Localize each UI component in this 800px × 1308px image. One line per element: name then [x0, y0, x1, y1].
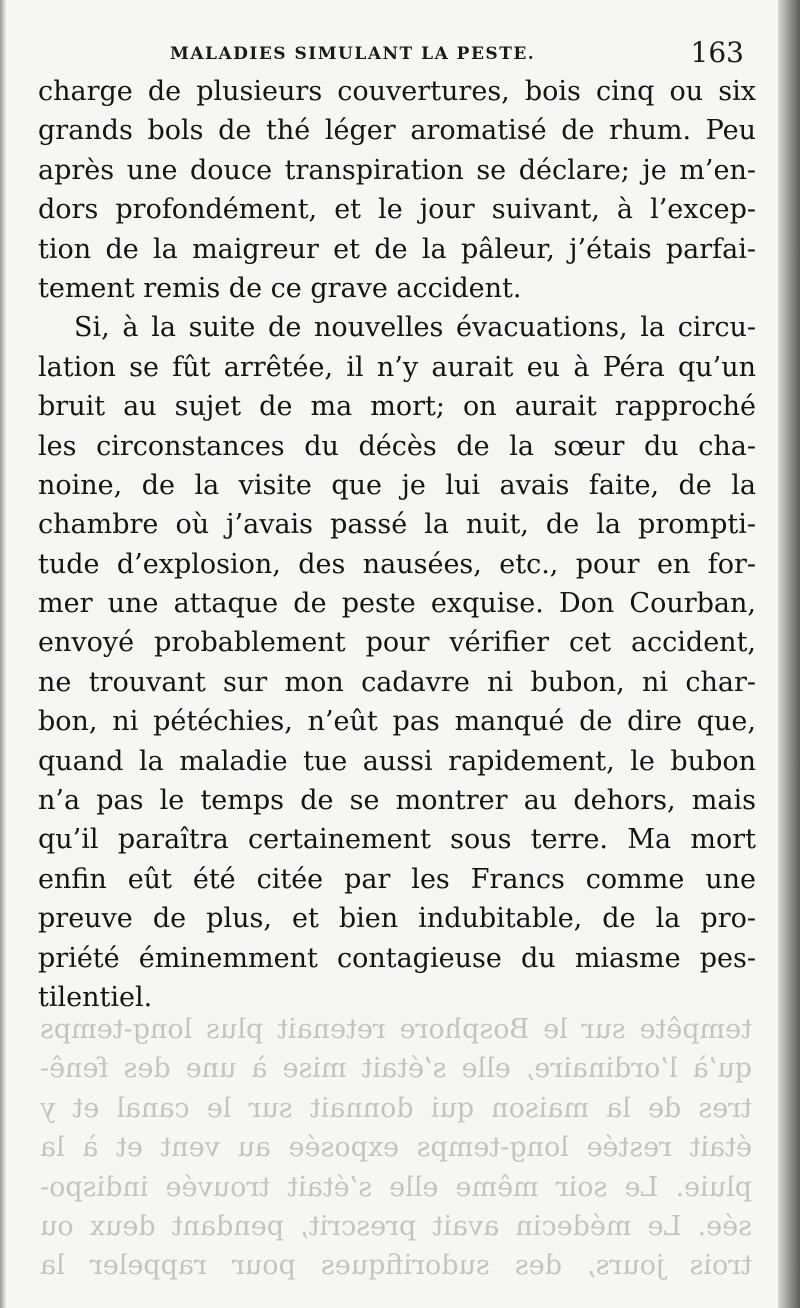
text-line: n’a pas le temps de se montrer au dehors, mais [38, 785, 756, 817]
page-number: 163 [690, 36, 744, 69]
bleed-through-text [40, 1010, 752, 1286]
text-line: enfin eût été citée par les Francs comme une [38, 863, 756, 895]
text-line: Si, à la suite de nouvelles évacuations, la circu- [74, 312, 756, 344]
text-line: noine, de la visite que je lui avais faite, de la [38, 469, 756, 501]
text-line: tude d’explosion, des nausées, etc., pour en for- [38, 548, 756, 580]
text-line: chambre où j’avais passé la nuit, de la prompti- [38, 509, 756, 541]
text-line: preuve de plus, et bien indubitable, de la pro- [38, 903, 756, 935]
text-line: tement remis de ce grave accident. [38, 272, 522, 304]
text-line: tion de la maigreur et de la pâleur, j’étais parfai- [38, 233, 756, 265]
text-line: après une douce transpiration se déclare; je m’en- [38, 154, 756, 186]
bleed-line: tres de la maison qui donnait sur le canal et y [40, 1092, 752, 1124]
text-line: bruit au sujet de ma mort; on aurait rapproché [38, 391, 756, 423]
paragraph-2 [38, 308, 756, 1017]
text-line: quand la maladie tue aussi rapidement, le bubon [38, 745, 756, 777]
text-line: bon, ni pétéchies, n’eût pas manqué de dire que, [38, 706, 756, 738]
running-head [170, 36, 750, 70]
page-gutter-shadow [0, 0, 6, 1308]
text-line: dors profondément, et le jour suivant, à l’excep- [38, 194, 756, 226]
bleed-line: tempête sur le Bosphore retenait plus long-temps [40, 1014, 752, 1045]
text-line: tilentiel. [38, 981, 153, 1013]
bleed-line: trois jours, des sudorifiques pour rappeler la [40, 1250, 752, 1282]
page-edge-shadow [778, 0, 800, 1308]
bleed-line: pluie. Le soir même elle s’était trouvée indispo- [40, 1171, 752, 1203]
bleed-line: qu’à l’ordinaire, elle s’était mise à une des fenê- [40, 1053, 752, 1085]
text-line: lation se fût arrêtée, il n’y aurait eu à Péra qu’un [38, 351, 756, 383]
paragraph-1 [38, 72, 756, 308]
text-line: grands bols de thé léger aromatisé de rhum. Peu [38, 115, 756, 147]
text-line: priété éminemment contagieuse du miasme pes- [38, 942, 756, 974]
bleed-line: était restée long-temps exposée au vent et à la [40, 1132, 752, 1164]
text-line: mer une attaque de peste exquise. Don Courban, [38, 588, 756, 620]
text-line: ne trouvant sur mon cadavre ni bubon, ni char- [38, 666, 756, 698]
running-title: MALADIES SIMULANT LA PESTE. [170, 44, 536, 64]
body-text [38, 72, 756, 1017]
bleed-line: sée. Le médecin avait prescrit, pendant deux ou [40, 1210, 752, 1242]
text-line: charge de plusieurs couvertures, bois cinq ou six [38, 76, 756, 107]
text-line: les circonstances du décès de la sœur du cha- [38, 430, 756, 462]
text-line: envoyé probablement pour vérifier cet accident, [38, 627, 756, 659]
text-line: qu’il paraîtra certainement sous terre. Ma mort [38, 824, 756, 856]
